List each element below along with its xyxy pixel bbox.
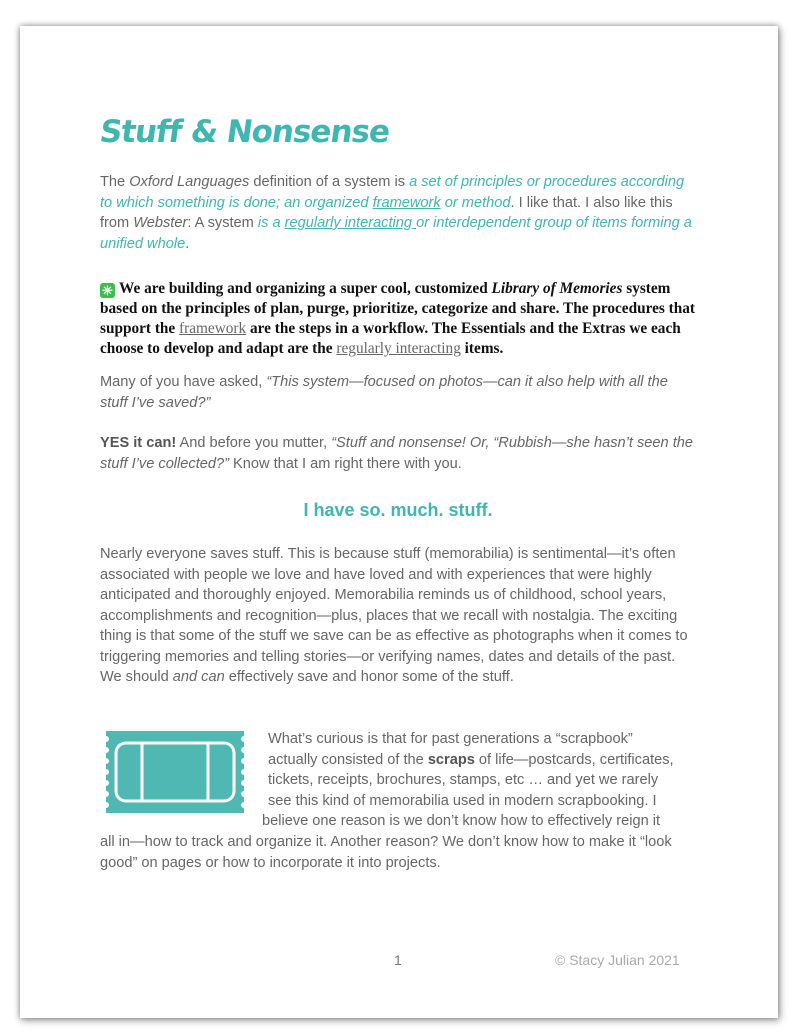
regularly-interacting-link-2[interactable]: regularly interacting (336, 340, 461, 357)
paragraph-yes-it-can: YES it can! And before you mutter, “Stuff and nonsense! Or, “Rubbish—she hasn’t seen the stuff I’ve collected?” Know that I am right there with you. (100, 435, 694, 472)
regularly-interacting-link[interactable]: regularly interacting (284, 215, 417, 231)
framework-link[interactable]: framework (372, 194, 441, 211)
wrap-line-5: believe one reason is we don’t know how to effectively reign it (262, 813, 661, 829)
paragraph-scrapbook-rest: all in—how to track and organize it. Another reason? We don’t know how to make it “look good” on pages or how to incorporate it into projects. (100, 834, 672, 871)
paragraph-system-definition: The Oxford Languages definition of a system is a set of principles or procedures according to which something is done; an organized framework or method. I like that. I also like this from Webster: A system is a regularly interacting or interdependent group of items forming a unified whole. (100, 174, 692, 252)
paragraph-question: Many of you have asked, “This system—focused on photos—can it also help with all the stuff I’ve saved?” (100, 374, 668, 411)
wrap-line-2: actually consisted of the scraps of life—postcards, certificates, (268, 751, 674, 768)
paragraph-everyone-saves-stuff: Nearly everyone saves stuff. This is because stuff (memorabilia) is sentimental—it’s often associated with people we love and have loved and with experiences that were highly anticipated and thoroughly enjoyed. Memorabilia reminds us of childhood, school years, accomplishments and recognition—plus, places that we recall with nostalgia. The exciting thing is that some of the stuff we save can be as effective as photographs when it comes to triggering memories and telling stories—or verifying names, dates and details of the past. We should and can effectively save and honor some of the stuff. (100, 546, 688, 685)
wrap-line-4: see this kind of memorabilia used in modern scrapbooking. I (268, 792, 657, 809)
ticket-icon (100, 731, 250, 813)
copyright: © Stacy Julian 2021 (555, 952, 680, 968)
section-heading: I have so. much. stuff. (303, 500, 493, 520)
sparkle-icon: ✳ (100, 283, 115, 298)
paragraph-library-of-memories: ✳ We are building and organizing a super cool, customized Library of Memories system based on the principles of plan, purge, prioritize, categorize and share. The procedures that support the framework are the steps in a workflow. The Essentials and the Extras we each choose to develop and adapt are the regularly interacting items. (100, 280, 696, 357)
wrap-line-3: tickets, receipts, brochures, stamps, etc … and yet we rarely (268, 772, 659, 788)
page-number: 1 (394, 952, 402, 968)
document-page (20, 26, 778, 1018)
page-title: Stuff & Nonsense (97, 114, 392, 150)
paragraph-scrapbook-wrap (262, 729, 698, 832)
framework-link-2[interactable]: framework (179, 320, 247, 337)
wrap-line-1: What’s curious is that for past generations a “scrapbook” (268, 731, 633, 747)
